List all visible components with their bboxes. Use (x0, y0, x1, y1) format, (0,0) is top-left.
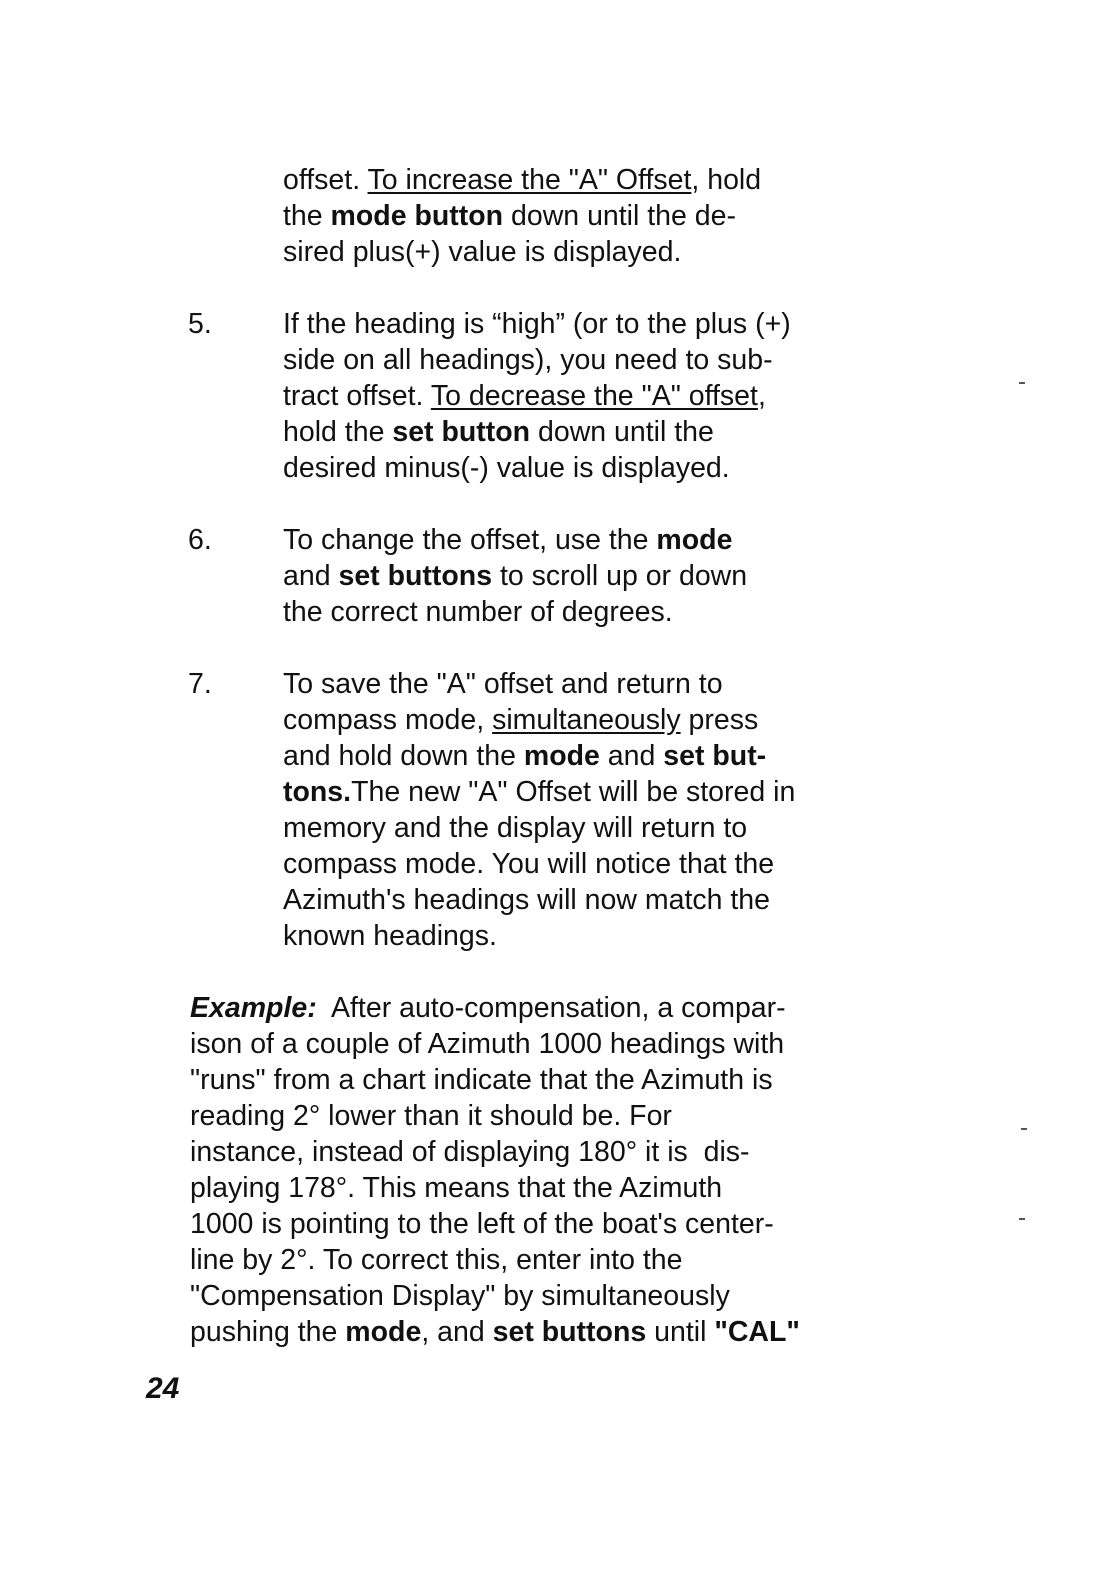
text: side on all headings), you need to sub- (283, 344, 773, 376)
step-number: 7. (188, 668, 212, 700)
bold-text: tons. (283, 776, 352, 808)
text: press (680, 704, 759, 736)
text: compass mode. You will notice that the (283, 848, 775, 880)
text: , hold (691, 164, 762, 196)
text: tract offset. (283, 380, 431, 412)
text: 1000 is pointing to the left of the boat's center- (190, 1208, 774, 1240)
text: down until the (530, 416, 714, 448)
text: the correct number of degrees. (283, 596, 673, 628)
page-number: 24 (146, 1372, 180, 1405)
underlined-text: To increase the "A" Offset (367, 164, 692, 196)
text: "runs" from a chart indicate that the Azimuth is (190, 1064, 773, 1096)
text: to scroll up or down (492, 560, 748, 592)
bold-text: set buttons (338, 560, 493, 592)
continuation-paragraph (283, 162, 761, 270)
step-5-text (283, 306, 791, 486)
text: If the heading is “high” (or to the plus (+) (283, 308, 791, 340)
text: , and (421, 1316, 493, 1348)
text: compass mode, (283, 704, 493, 736)
bold-text: "CAL" (714, 1316, 800, 1348)
text: pushing the (190, 1316, 346, 1348)
bold-text: set but- (663, 740, 767, 772)
text: memory and the display will return to (283, 812, 748, 844)
bold-text: mode (345, 1316, 422, 1348)
text: To save the "A" offset and return to (283, 668, 723, 700)
text: and (599, 740, 664, 772)
example-label: Example: (190, 992, 317, 1024)
text: until (646, 1316, 715, 1348)
bold-text: set button (392, 416, 531, 448)
text: and hold down the (283, 740, 524, 772)
example-paragraph (190, 990, 800, 1350)
text: , (757, 380, 766, 412)
text: and (283, 560, 339, 592)
bold-text: mode (523, 740, 600, 772)
text: the (283, 200, 331, 232)
scan-speck (1019, 1218, 1025, 1220)
text: To change the offset, use the (283, 524, 657, 556)
text: After auto-compensation, a compar- (316, 992, 786, 1024)
text: The new "A" Offset will be stored in (351, 776, 796, 808)
text: ison of a couple of Azimuth 1000 headings with (190, 1028, 785, 1060)
underlined-text: To decrease the "A" offset (430, 380, 758, 412)
text: sired plus(+) value is displayed. (283, 236, 682, 268)
bold-text: mode button (330, 200, 504, 232)
step-number: 5. (188, 308, 212, 340)
step-number: 6. (188, 524, 212, 556)
text: Azimuth's headings will now match the (283, 884, 771, 916)
text: offset. (283, 164, 368, 196)
text: down until the de- (503, 200, 736, 232)
text: playing 178°. This means that the Azimuth (190, 1172, 723, 1204)
step-7-text (283, 666, 795, 954)
scan-speck (1019, 382, 1025, 384)
text: reading 2° lower than it should be. For (190, 1100, 672, 1132)
text: instance, instead of displaying 180° it is dis- (190, 1136, 750, 1168)
text: desired minus(-) value is displayed. (283, 452, 730, 484)
text: known headings. (283, 920, 497, 952)
step-6-text (283, 522, 747, 630)
bold-text: mode (656, 524, 733, 556)
text: line by 2°. To correct this, enter into the (190, 1244, 683, 1276)
scan-speck (1021, 1128, 1027, 1130)
text: hold the (283, 416, 393, 448)
underlined-text: simultaneously (492, 704, 681, 736)
bold-text: set buttons (492, 1316, 647, 1348)
text: "Compensation Display" by simultaneously (190, 1280, 730, 1312)
